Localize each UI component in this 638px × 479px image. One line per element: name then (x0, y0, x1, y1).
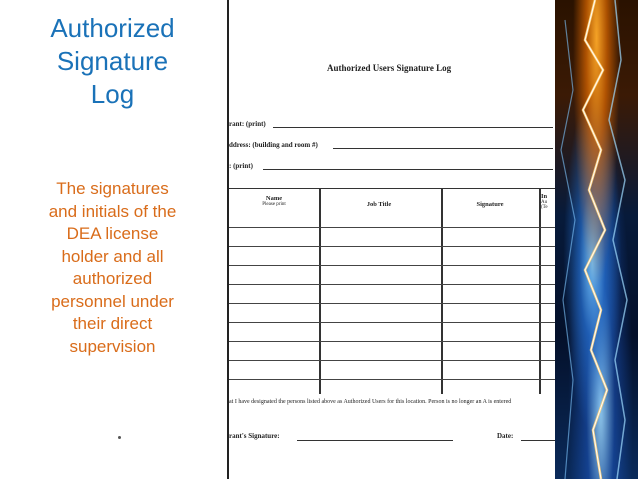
desc-line-7: their direct (72, 314, 153, 333)
stray-dot (118, 436, 121, 439)
desc-line-8: supervision (69, 336, 156, 356)
row-line-4 (229, 284, 555, 285)
title-line-3: Log (90, 79, 135, 109)
date-line (521, 440, 555, 441)
header-last-sub1: Au (541, 200, 548, 205)
date-label: Date: (497, 432, 514, 440)
signature-table (229, 188, 555, 394)
document-footnote: at I have designated the persons listed above as Authorized Users for this location. Person is no longer an A is entered (229, 399, 512, 405)
print-field: : (print) (229, 162, 253, 170)
registrant-name-line (273, 127, 553, 128)
col-divider-1 (319, 189, 321, 394)
desc-line-3: DEA license (66, 224, 159, 243)
signature-log-document (229, 0, 555, 479)
row-line-5 (229, 303, 555, 304)
row-line-1 (229, 227, 555, 228)
registrant-name-field: rant: (print) (229, 120, 266, 128)
header-signature: Signature (476, 201, 504, 208)
header-last (541, 193, 555, 210)
header-name-sub: Please print (262, 202, 286, 207)
row-line-7 (229, 341, 555, 342)
header-last-label: In (541, 193, 548, 200)
registrant-signature-label: rant's Signature: (229, 432, 280, 440)
address-field: ddress: (building and room #) (229, 141, 318, 149)
slide-title (30, 12, 195, 111)
desc-line-4: holder and all (61, 246, 164, 266)
desc-line-5: authorized (72, 269, 153, 288)
title-line-2: Signature (56, 46, 169, 76)
col-divider-2 (441, 189, 443, 394)
header-name (239, 195, 309, 207)
header-name-label: Name (265, 195, 283, 202)
document-title: Authorized Users Signature Log (327, 63, 452, 73)
header-job-title: Job Title (366, 201, 392, 208)
row-line-8 (229, 360, 555, 361)
col-divider-3 (539, 189, 541, 394)
desc-line-1: The signatures (56, 179, 169, 198)
print-line (263, 169, 553, 170)
desc-line-6: personnel under (51, 291, 174, 311)
lightning-icon (555, 0, 638, 479)
title-line-1: Authorized (50, 13, 175, 43)
row-line-6 (229, 322, 555, 323)
decorative-energy-image (555, 0, 638, 479)
desc-line-2: and initials of the (48, 201, 177, 221)
row-line-2 (229, 246, 555, 247)
row-line-9 (229, 379, 555, 380)
slide-text-panel (0, 0, 228, 479)
header-last-sub2: (Te (541, 205, 548, 210)
slide-description (30, 178, 195, 358)
row-line-3 (229, 265, 555, 266)
registrant-signature-line (297, 440, 453, 441)
address-line (333, 148, 553, 149)
